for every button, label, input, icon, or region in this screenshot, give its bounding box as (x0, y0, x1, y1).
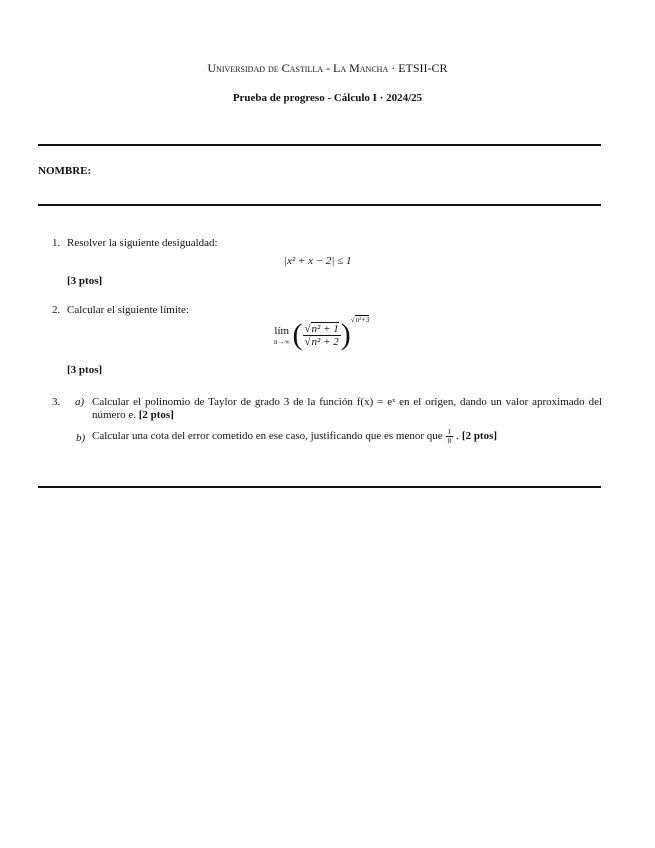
left-paren: ( (292, 318, 303, 351)
part-b-text: Calcular una cota del error cometido en ese caso, justificando que es menor que $\frac{1}{8}$ . [2 ptos] (92, 428, 498, 445)
question-1-number: 1. (52, 237, 61, 249)
part-b-points: [2 ptos] (461, 430, 498, 442)
question-1-points: [3 ptos] (67, 275, 103, 287)
part-a-text-2: aproximado del número e. (92, 396, 603, 421)
part-b-label: b) (76, 432, 86, 444)
question-2-text: Calcular el siguiente límite: (67, 304, 189, 316)
part-a-text (92, 396, 602, 422)
part-a-label: a) (75, 396, 85, 408)
divider (38, 144, 601, 146)
numerator: n² + 1 (311, 322, 339, 335)
question-1-formula: |x² + x − 2| ≤ 1 (284, 255, 352, 267)
denominator: n² + 2 (311, 335, 339, 348)
name-label: NOMBRE: (38, 165, 92, 177)
question-2-limit: lím n→∞ ( $\frac{\text{√n² + 1}}{\text{√n² + 2}}$ ) √n²+3 (274, 316, 370, 351)
question-2-number: 2. (52, 304, 61, 316)
question-2-points: [3 ptos] (67, 364, 103, 376)
question-3-number: 3. (52, 396, 61, 408)
divider (38, 486, 601, 488)
exponent: n²+3 (355, 316, 370, 324)
part-a-text-1: Calcular el polinomio de Taylor de grado 3 de la función f(x) = eˣ en el origen, dando un valor (92, 396, 529, 408)
exam-title: Prueba de progreso - Cálculo I · 2024/25 (232, 92, 423, 104)
institution-header: Universidad de Castilla - La Mancha · ETSII-CR (207, 61, 448, 75)
question-1-text: Resolver la siguiente desigualdad: (67, 237, 218, 249)
part-a-points: [2 ptos] (138, 409, 174, 421)
lim-operator: lím (274, 324, 290, 337)
divider (38, 204, 601, 206)
lim-subscript: n→∞ (274, 337, 290, 346)
right-paren: ) (340, 318, 351, 351)
